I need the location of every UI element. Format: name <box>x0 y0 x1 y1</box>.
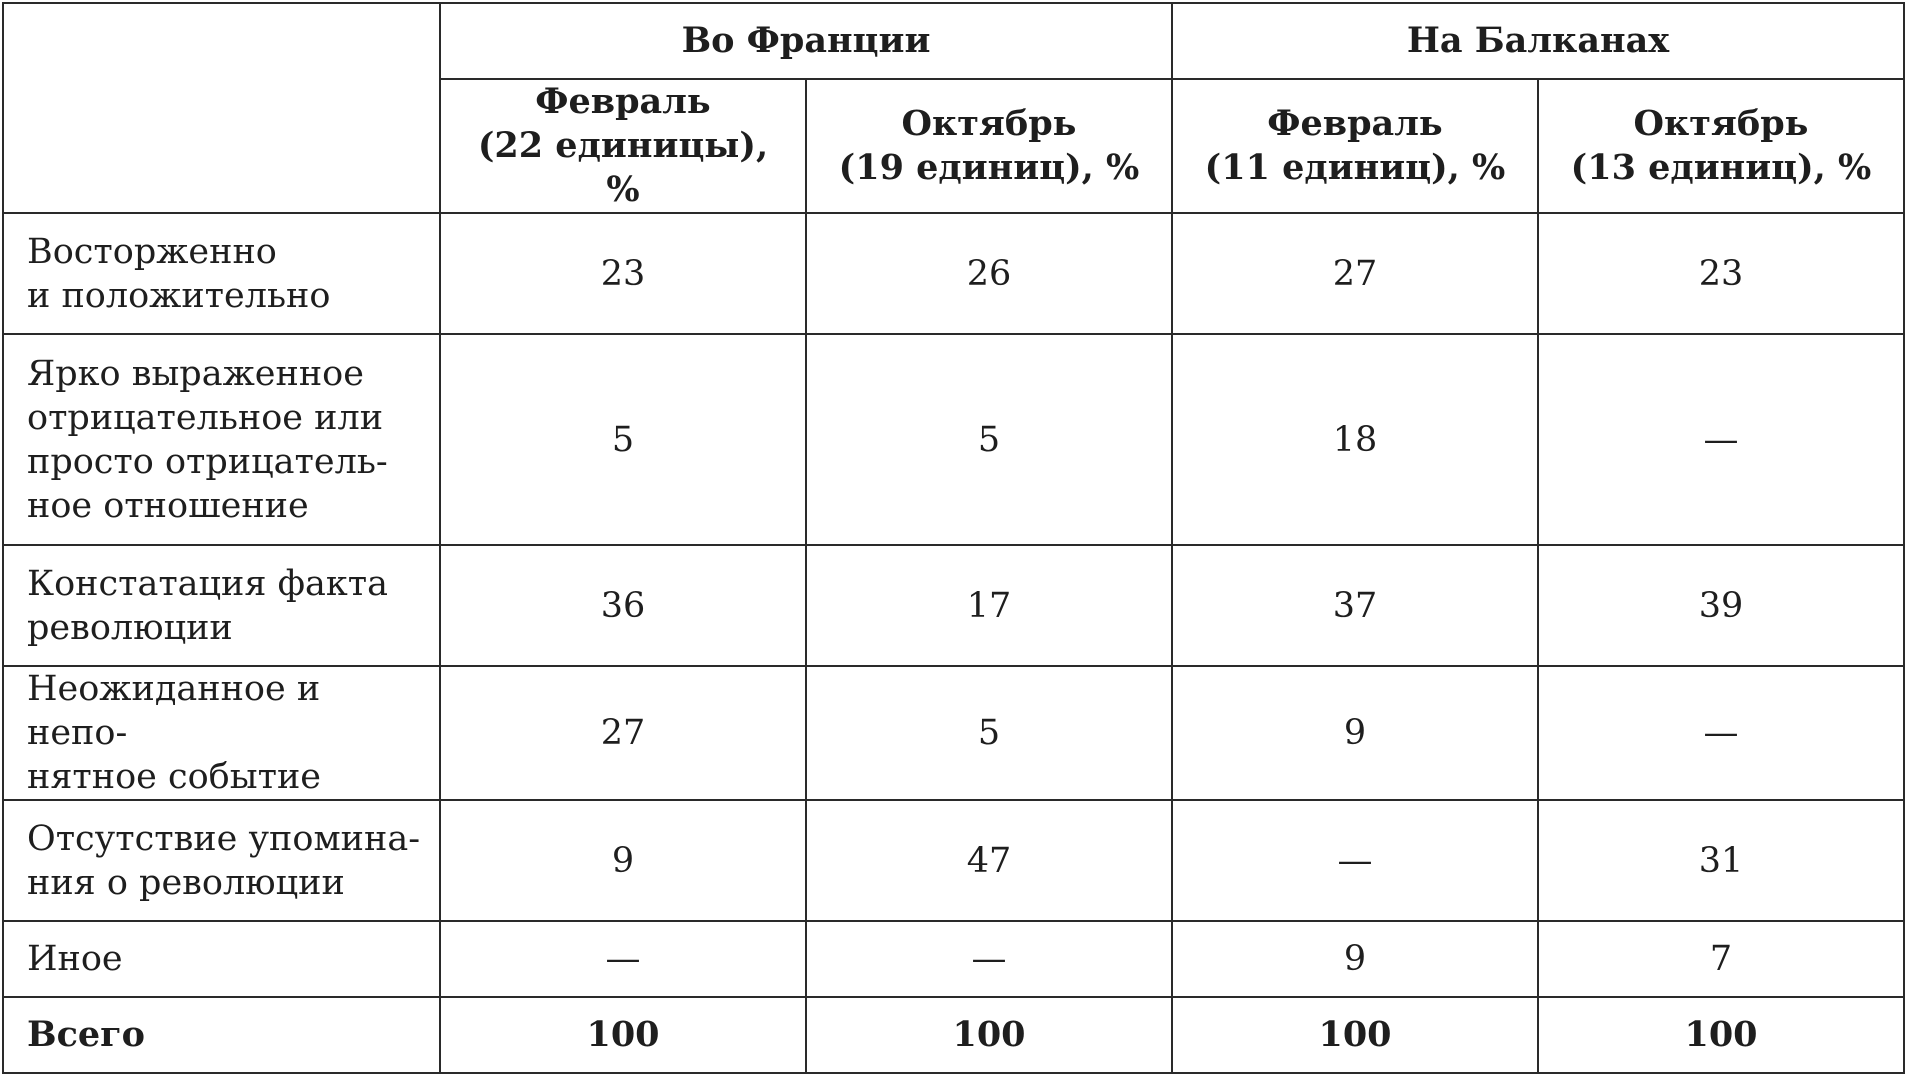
table-cell: 23 <box>440 213 806 334</box>
header-corner-cell <box>3 3 440 213</box>
table-cell: 36 <box>440 545 806 666</box>
group-header-balkans: На Балканах <box>1172 3 1904 79</box>
table-cell: 5 <box>806 334 1172 545</box>
table-row <box>3 921 1904 997</box>
table-cell: 5 <box>440 334 806 545</box>
total-row <box>3 997 1904 1073</box>
table-cell: 47 <box>806 800 1172 921</box>
table-row <box>3 666 1904 800</box>
table-cell: 27 <box>1172 213 1538 334</box>
table-cell: 26 <box>806 213 1172 334</box>
table-row <box>3 545 1904 666</box>
table-cell: — <box>1538 666 1904 800</box>
table-row <box>3 800 1904 921</box>
row-label: Ярко выраженное отрицательное или просто отрицатель- ное отношение <box>3 334 440 545</box>
table-row <box>3 334 1904 545</box>
table-row <box>3 213 1904 334</box>
table-cell: 17 <box>806 545 1172 666</box>
table-cell: — <box>1538 334 1904 545</box>
table-cell: — <box>1172 800 1538 921</box>
row-label: Отсутствие упомина- ния о революции <box>3 800 440 921</box>
table-container <box>2 2 1905 1074</box>
group-header-france: Во Франции <box>440 3 1172 79</box>
table-cell: 31 <box>1538 800 1904 921</box>
table-cell: 100 <box>440 997 806 1073</box>
table-cell: — <box>440 921 806 997</box>
subheader-france-february: Февраль (22 единицы), % <box>440 79 806 213</box>
header-row-groups <box>3 3 1904 79</box>
table-cell: 27 <box>440 666 806 800</box>
table-cell: — <box>806 921 1172 997</box>
table-cell: 7 <box>1538 921 1904 997</box>
table-cell: 39 <box>1538 545 1904 666</box>
table-cell: 100 <box>1172 997 1538 1073</box>
subheader-france-october: Октябрь (19 единиц), % <box>806 79 1172 213</box>
table-cell: 18 <box>1172 334 1538 545</box>
row-label: Восторженно и положительно <box>3 213 440 334</box>
table-cell: 100 <box>1538 997 1904 1073</box>
table-cell: 23 <box>1538 213 1904 334</box>
table-cell: 9 <box>1172 666 1538 800</box>
table-cell: 9 <box>440 800 806 921</box>
subheader-balkans-february: Февраль (11 единиц), % <box>1172 79 1538 213</box>
row-label: Констатация факта революции <box>3 545 440 666</box>
table-cell: 37 <box>1172 545 1538 666</box>
row-label: Иное <box>3 921 440 997</box>
table-cell: 5 <box>806 666 1172 800</box>
row-label: Всего <box>3 997 440 1073</box>
table-cell: 9 <box>1172 921 1538 997</box>
revolution-attitude-table <box>2 2 1905 1074</box>
row-label: Неожиданное и непо- нятное событие <box>3 666 440 800</box>
table-cell: 100 <box>806 997 1172 1073</box>
subheader-balkans-october: Октябрь (13 единиц), % <box>1538 79 1904 213</box>
